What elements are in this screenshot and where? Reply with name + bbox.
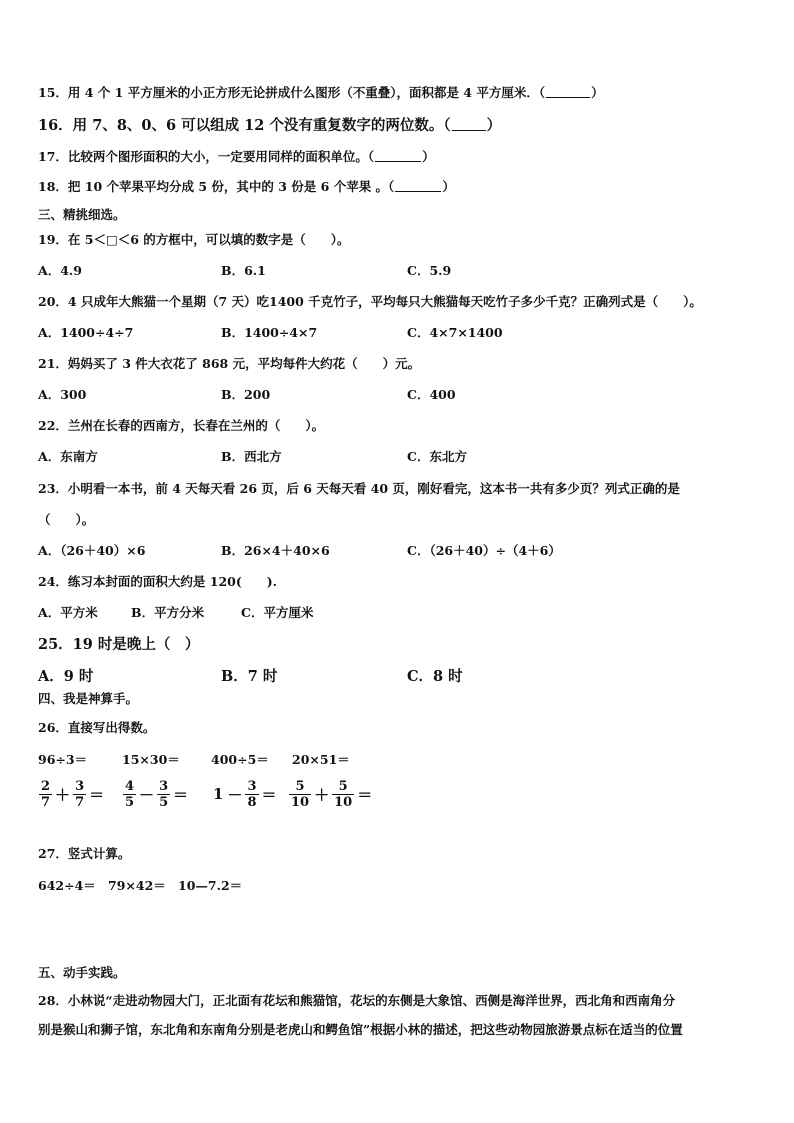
options-20 xyxy=(38,323,758,341)
question-28: 28．小林说“走进动物园大门，正北面有花坛和熊猫馆，花坛的东侧是大象馆、西侧是海洋世界，西北角和西南角分 xyxy=(38,993,676,1008)
calc-item: 20×51＝ xyxy=(292,752,350,767)
section-heading-5: 五、动手实践。 xyxy=(38,965,126,980)
option-b[interactable]: B．26×4＋40×6 xyxy=(221,543,330,558)
question-20: 20．4 只成年大熊猫一个星期（7 天）吃1400 千克竹子，平均每只大熊猫每天吃竹子多少千克？正确列式是（ ）。 xyxy=(38,294,702,309)
calc-item: 15×30＝ xyxy=(122,752,180,767)
fraction: $\frac{4}{5}$ xyxy=(125,778,135,810)
calc-row-26 xyxy=(38,750,758,768)
option-c[interactable]: C．东北方 xyxy=(407,449,467,464)
question-23: 23．小明看一本书，前 4 天每天看 26 页，后 6 天每天看 40 页，刚好看完，这本书一共有多少页？列式正确的是 xyxy=(38,481,680,496)
fraction: $\frac{3}{7}$ xyxy=(75,778,85,810)
options-23 xyxy=(38,541,758,559)
option-b[interactable]: B．西北方 xyxy=(221,449,282,464)
option-a[interactable]: A．300 xyxy=(38,387,87,402)
fraction-expression: $\frac{5}{10}$ ＋ $\frac{5}{10}$ ＝ xyxy=(291,778,373,810)
fraction: $\frac{5}{10}$ xyxy=(291,778,310,810)
option-c[interactable]: C．（26＋40）÷（4＋6） xyxy=(407,543,561,558)
options-24 xyxy=(38,603,758,621)
fraction-expression: $\frac{4}{5}$ － $\frac{3}{5}$ ＝ xyxy=(125,778,189,810)
option-b[interactable]: B．1400÷4×7 xyxy=(221,325,318,340)
option-b[interactable]: B．6.1 xyxy=(221,263,266,278)
question-15: 15．用 4 个 1 平方厘米的小正方形无论拼成什么图形（不重叠），面积都是 4 平方厘米．（ ） xyxy=(38,85,604,100)
answer-blank[interactable] xyxy=(452,118,486,131)
options-25 xyxy=(38,665,758,683)
question-27: 27．竖式计算。 xyxy=(38,846,131,861)
option-a[interactable]: A．4.9 xyxy=(38,263,82,278)
question-18: 18．把 10 个苹果平均分成 5 份，其中的 3 份是 6 个苹果 。（ ） xyxy=(38,179,455,194)
question-28-continued: 别是猴山和狮子馆，东北角和东南角分别是老虎山和鳄鱼馆”根据小林的描述，把这些动物园旅游景点标在适当的位置 xyxy=(38,1022,683,1037)
options-21 xyxy=(38,385,758,403)
section-heading-4: 四、我是神算手。 xyxy=(38,691,139,706)
option-b[interactable]: B．7 时 xyxy=(221,668,278,685)
question-24: 24．练习本封面的面积大约是 120( ). xyxy=(38,574,278,589)
calc-item: 10—7.2＝ xyxy=(178,878,243,893)
option-a[interactable]: A．（26＋40）×6 xyxy=(38,543,146,558)
option-a[interactable]: A．平方米 xyxy=(38,605,98,620)
calc-item: 79×42＝ xyxy=(108,878,166,893)
option-b[interactable]: B．平方分米 xyxy=(131,605,205,620)
fraction: $\frac{3}{5}$ xyxy=(159,778,169,810)
answer-blank[interactable] xyxy=(375,149,421,162)
option-c[interactable]: C．5.9 xyxy=(407,263,452,278)
fraction: $\frac{5}{10}$ xyxy=(334,778,353,810)
option-c[interactable]: C．平方厘米 xyxy=(241,605,314,620)
option-c[interactable]: C．400 xyxy=(407,387,456,402)
options-22 xyxy=(38,447,758,465)
question-26: 26．直接写出得数。 xyxy=(38,720,156,735)
question-16: 16．用 7、8、0、6 可以组成 12 个没有重复数字的两位数。（ ） xyxy=(38,117,502,134)
section-heading-3: 三、精挑细选。 xyxy=(38,207,126,222)
calc-item: 96÷3＝ xyxy=(38,752,88,767)
question-22: 22．兰州在长春的西南方，长春在兰州的（ ）。 xyxy=(38,418,325,433)
option-c[interactable]: C．4×7×1400 xyxy=(407,325,503,340)
answer-blank[interactable] xyxy=(395,179,441,192)
calc-row-27 xyxy=(38,876,758,894)
option-a[interactable]: A．9 时 xyxy=(38,668,94,685)
question-23-continued: （ ）。 xyxy=(38,512,95,527)
option-a[interactable]: A．东南方 xyxy=(38,449,98,464)
calc-item: 400÷5＝ xyxy=(211,752,269,767)
question-17: 17．比较两个图形面积的大小，一定要用同样的面积单位。（ ） xyxy=(38,149,435,164)
answer-blank[interactable] xyxy=(546,85,590,98)
fraction-expression: 1 － $\frac{3}{8}$ ＝ xyxy=(213,778,277,810)
fraction: $\frac{2}{7}$ xyxy=(41,778,51,810)
option-b[interactable]: B．200 xyxy=(221,387,271,402)
question-25: 25．19 时是晚上（ ） xyxy=(38,636,200,653)
options-19 xyxy=(38,261,758,279)
question-19: 19．在 5＜□＜6 的方框中，可以填的数字是（ ）。 xyxy=(38,232,350,247)
fraction-expression: $\frac{2}{7}$ ＋ $\frac{3}{7}$ ＝ xyxy=(41,778,105,810)
calc-item: 642÷4＝ xyxy=(38,878,96,893)
fraction: $\frac{3}{8}$ xyxy=(247,778,257,810)
question-21: 21．妈妈买了 3 件大衣花了 868 元，平均每件大约花（ ）元。 xyxy=(38,356,421,371)
fraction-row-26 xyxy=(38,772,538,816)
option-a[interactable]: A．1400÷4÷7 xyxy=(38,325,134,340)
option-c[interactable]: C．8 时 xyxy=(407,668,463,685)
